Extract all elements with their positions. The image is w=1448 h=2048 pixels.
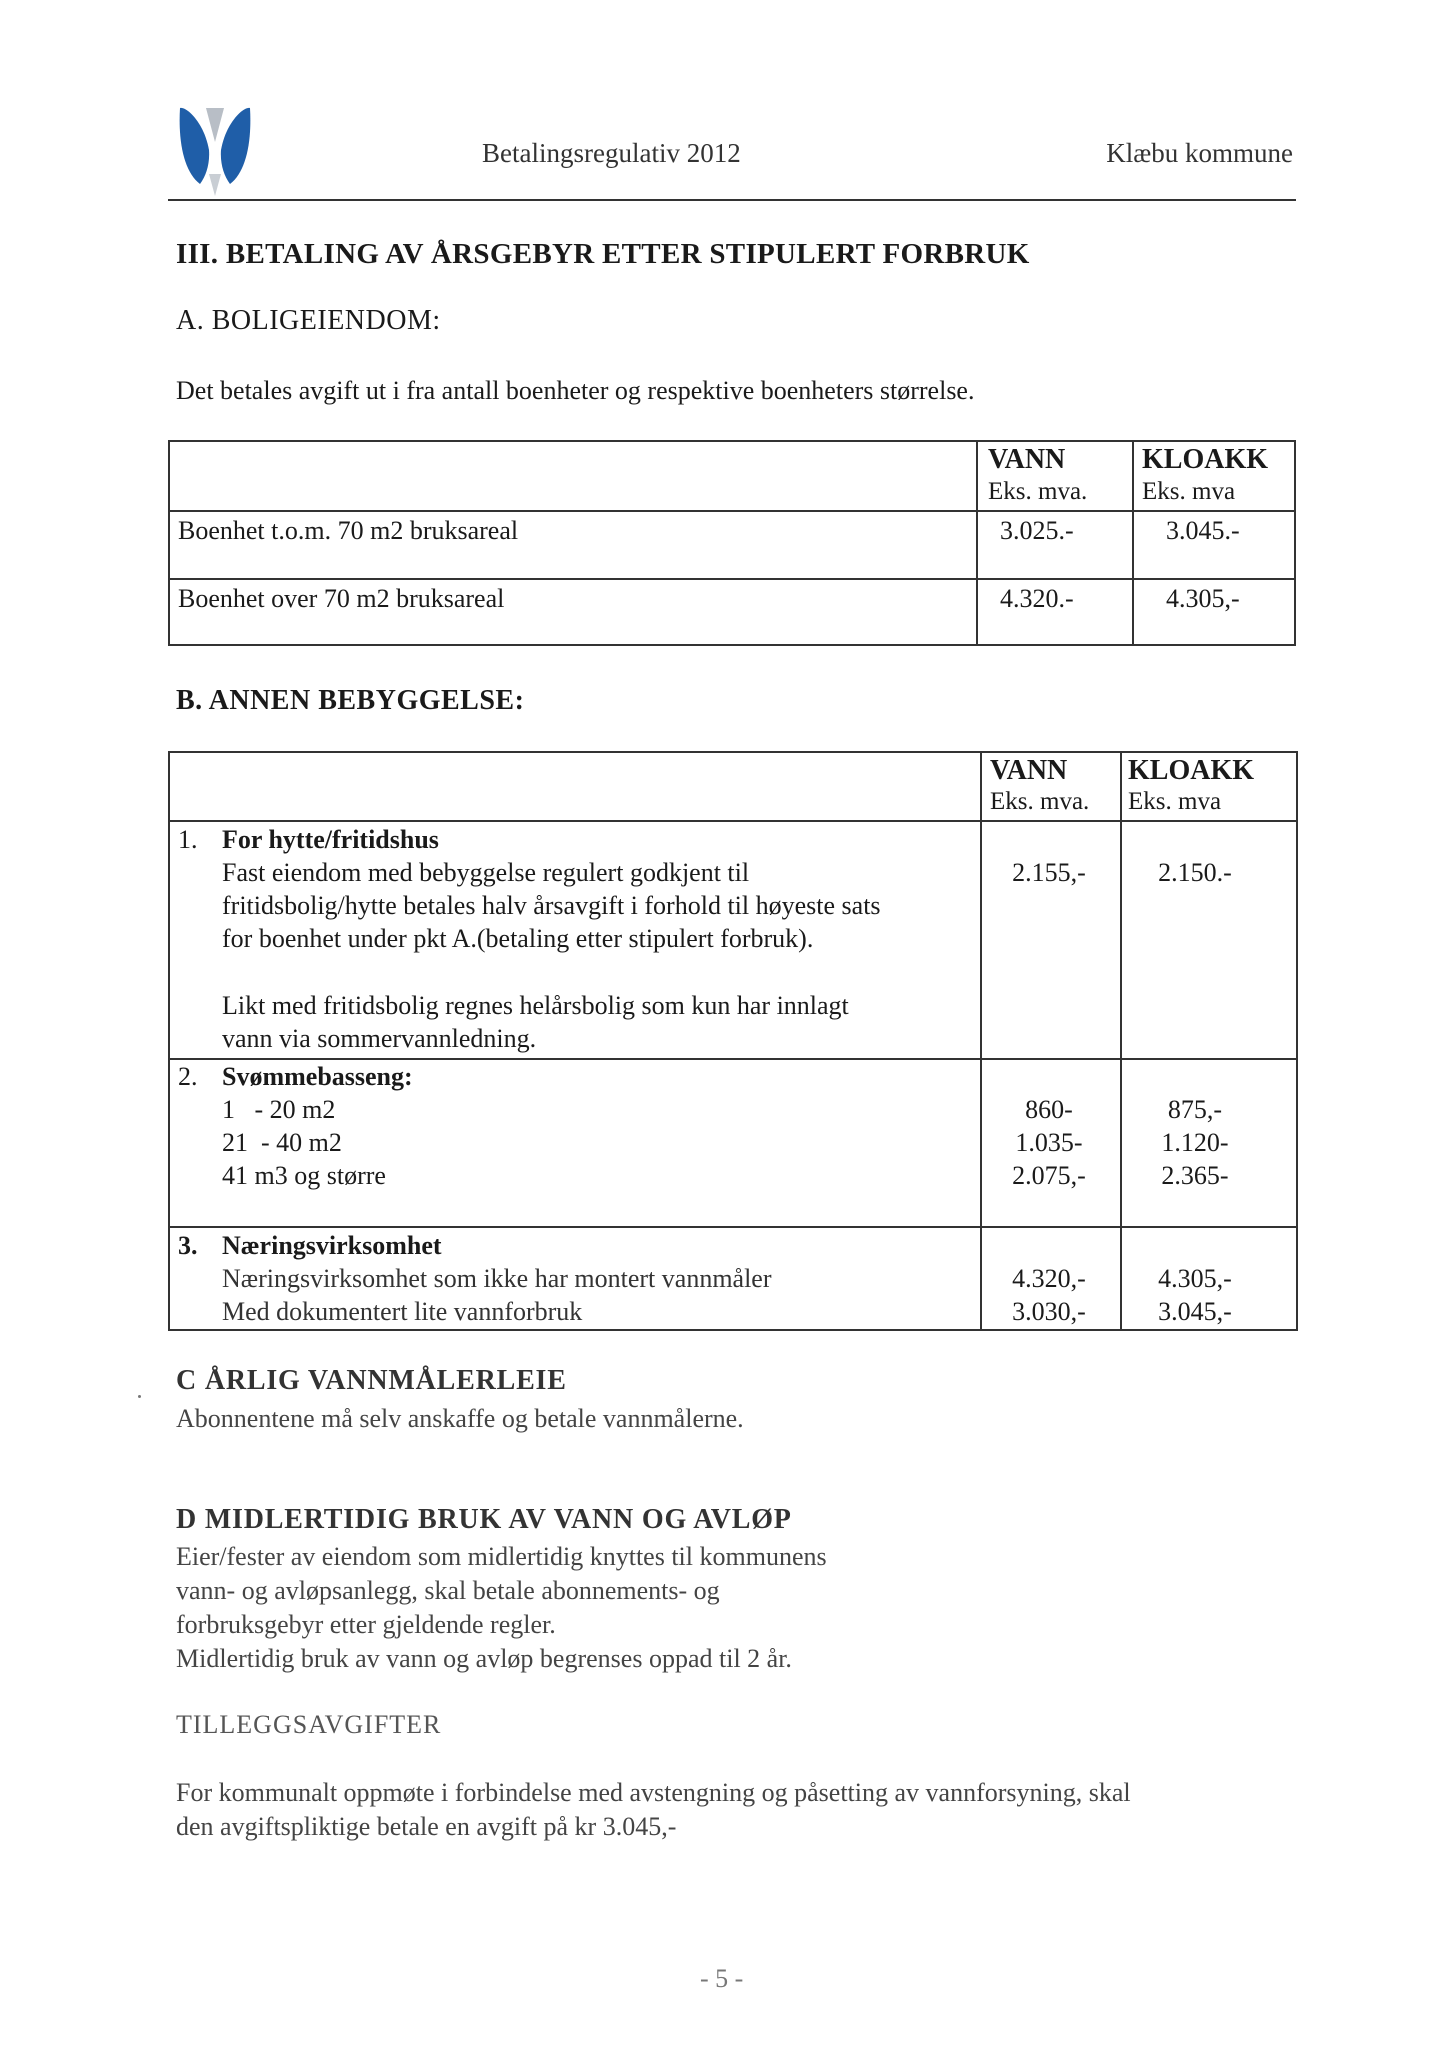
section-d-line: vann- og avløpsanlegg, skal betale abonnements- og [176, 1576, 720, 1605]
table-cell-vann: 860- [1025, 1095, 1073, 1124]
tillegg-title: TILLEGGSAVGIFTER [176, 1710, 442, 1739]
table-cell-kloakk: 1.120- [1161, 1128, 1229, 1157]
table-cell-vann: 3.030,- [1012, 1297, 1086, 1326]
page-number: - 5 - [700, 1964, 744, 1993]
tillegg-line: For kommunalt oppmøte i forbindelse med avstengning og påsetting av vannforsyning, skal [176, 1778, 1131, 1807]
item-text-line: fritidsbolig/hytte betales halv årsavgift i forhold til høyeste sats [222, 891, 881, 920]
item-title: Næringsvirksomhet [222, 1231, 442, 1260]
table-cell-vann: 2.075,- [1012, 1161, 1086, 1190]
section-d-line: forbruksgebyr etter gjeldende regler. [176, 1610, 556, 1639]
table-row-label: Boenhet over 70 m2 bruksareal [178, 584, 505, 613]
col-kloakk-sub: Eks. mva [1142, 478, 1236, 505]
table-cell-kloakk: 875,- [1167, 1095, 1223, 1124]
table-boligeiendom [168, 440, 1296, 646]
table-cell-kloakk: 2.150.- [1158, 858, 1232, 887]
section-iii-title: III. BETALING AV ÅRSGEBYR ETTER STIPULERT FORBRUK [176, 238, 1030, 270]
table-cell-vann: 1.035- [1015, 1128, 1083, 1157]
item-row-label: 41 m3 og større [222, 1161, 386, 1190]
section-d-line: Midlertidig bruk av vann og avløp begrenses oppad til 2 år. [176, 1644, 792, 1673]
table-cell-vann: 4.320,- [1012, 1264, 1086, 1293]
col-kloakk-header: KLOAKK [1128, 755, 1255, 786]
section-a-title: A. BOLIGEIENDOM: [176, 305, 441, 336]
table-cell-kloakk: 4.305,- [1158, 1264, 1232, 1293]
item-number: 3. [178, 1231, 198, 1260]
header-rule [168, 199, 1296, 201]
col-kloakk-header: KLOAKK [1142, 444, 1269, 475]
item-row-label: 21 - 40 m2 [222, 1128, 342, 1157]
col-vann-sub: Eks. mva. [988, 478, 1088, 505]
table-annen-bebyggelse [168, 751, 1298, 1331]
item-number: 2. [178, 1062, 198, 1091]
table-row-label: Boenhet t.o.m. 70 m2 bruksareal [178, 516, 519, 545]
section-a-intro: Det betales avgift ut i fra antall boenheter og respektive boenheters størrelse. [176, 376, 975, 405]
item-row-label: 1 - 20 m2 [222, 1095, 336, 1124]
col-vann-header: VANN [988, 444, 1066, 475]
table-cell-kloakk: 2.365- [1161, 1161, 1229, 1190]
header-title: Betalingsregulativ 2012 [482, 138, 741, 168]
item-row-label: Med dokumentert lite vannforbruk [222, 1297, 583, 1326]
item-title: For hytte/fritidshus [222, 825, 439, 854]
section-b-title: B. ANNEN BEBYGGELSE: [176, 685, 525, 716]
tillegg-line: den avgiftspliktige betale en avgift på kr 3.045,- [176, 1812, 677, 1841]
table-cell-vann: 3.025.- [1000, 516, 1074, 545]
table-cell-kloakk: 4.305,- [1166, 584, 1240, 613]
col-vann-header: VANN [990, 755, 1068, 786]
item-text-line: for boenhet under pkt A.(betaling etter stipulert forbruk). [222, 924, 814, 953]
item-number: 1. [178, 825, 198, 854]
item-text-line: Fast eiendom med bebyggelse regulert godkjent til [222, 858, 750, 887]
item-note-line: Likt med fritidsbolig regnes helårsbolig som kun har innlagt [222, 991, 849, 1020]
item-row-label: Næringsvirksomhet som ikke har montert vannmåler [222, 1264, 772, 1293]
item-note-line: vann via sommervannledning. [222, 1024, 537, 1053]
table-cell-vann: 2.155,- [1012, 858, 1086, 887]
table-cell-kloakk: 3.045.- [1166, 516, 1240, 545]
section-d-title: D MIDLERTIDIG BRUK AV VANN OG AVLØP [176, 1504, 792, 1535]
scan-speck [138, 1395, 141, 1398]
item-title: Svømmebasseng: [222, 1062, 413, 1091]
header-municipality: Klæbu kommune [1106, 138, 1293, 168]
col-vann-sub: Eks. mva. [990, 788, 1090, 815]
section-c-text: Abonnentene må selv anskaffe og betale vannmålerne. [176, 1404, 744, 1433]
table-cell-vann: 4.320.- [1000, 584, 1074, 613]
municipality-logo [176, 102, 254, 198]
table-cell-kloakk: 3.045,- [1158, 1297, 1232, 1326]
section-d-line: Eier/fester av eiendom som midlertidig knyttes til kommunens [176, 1542, 827, 1571]
section-c-title: C ÅRLIG VANNMÅLERLEIE [176, 1365, 567, 1396]
col-kloakk-sub: Eks. mva [1128, 788, 1222, 815]
